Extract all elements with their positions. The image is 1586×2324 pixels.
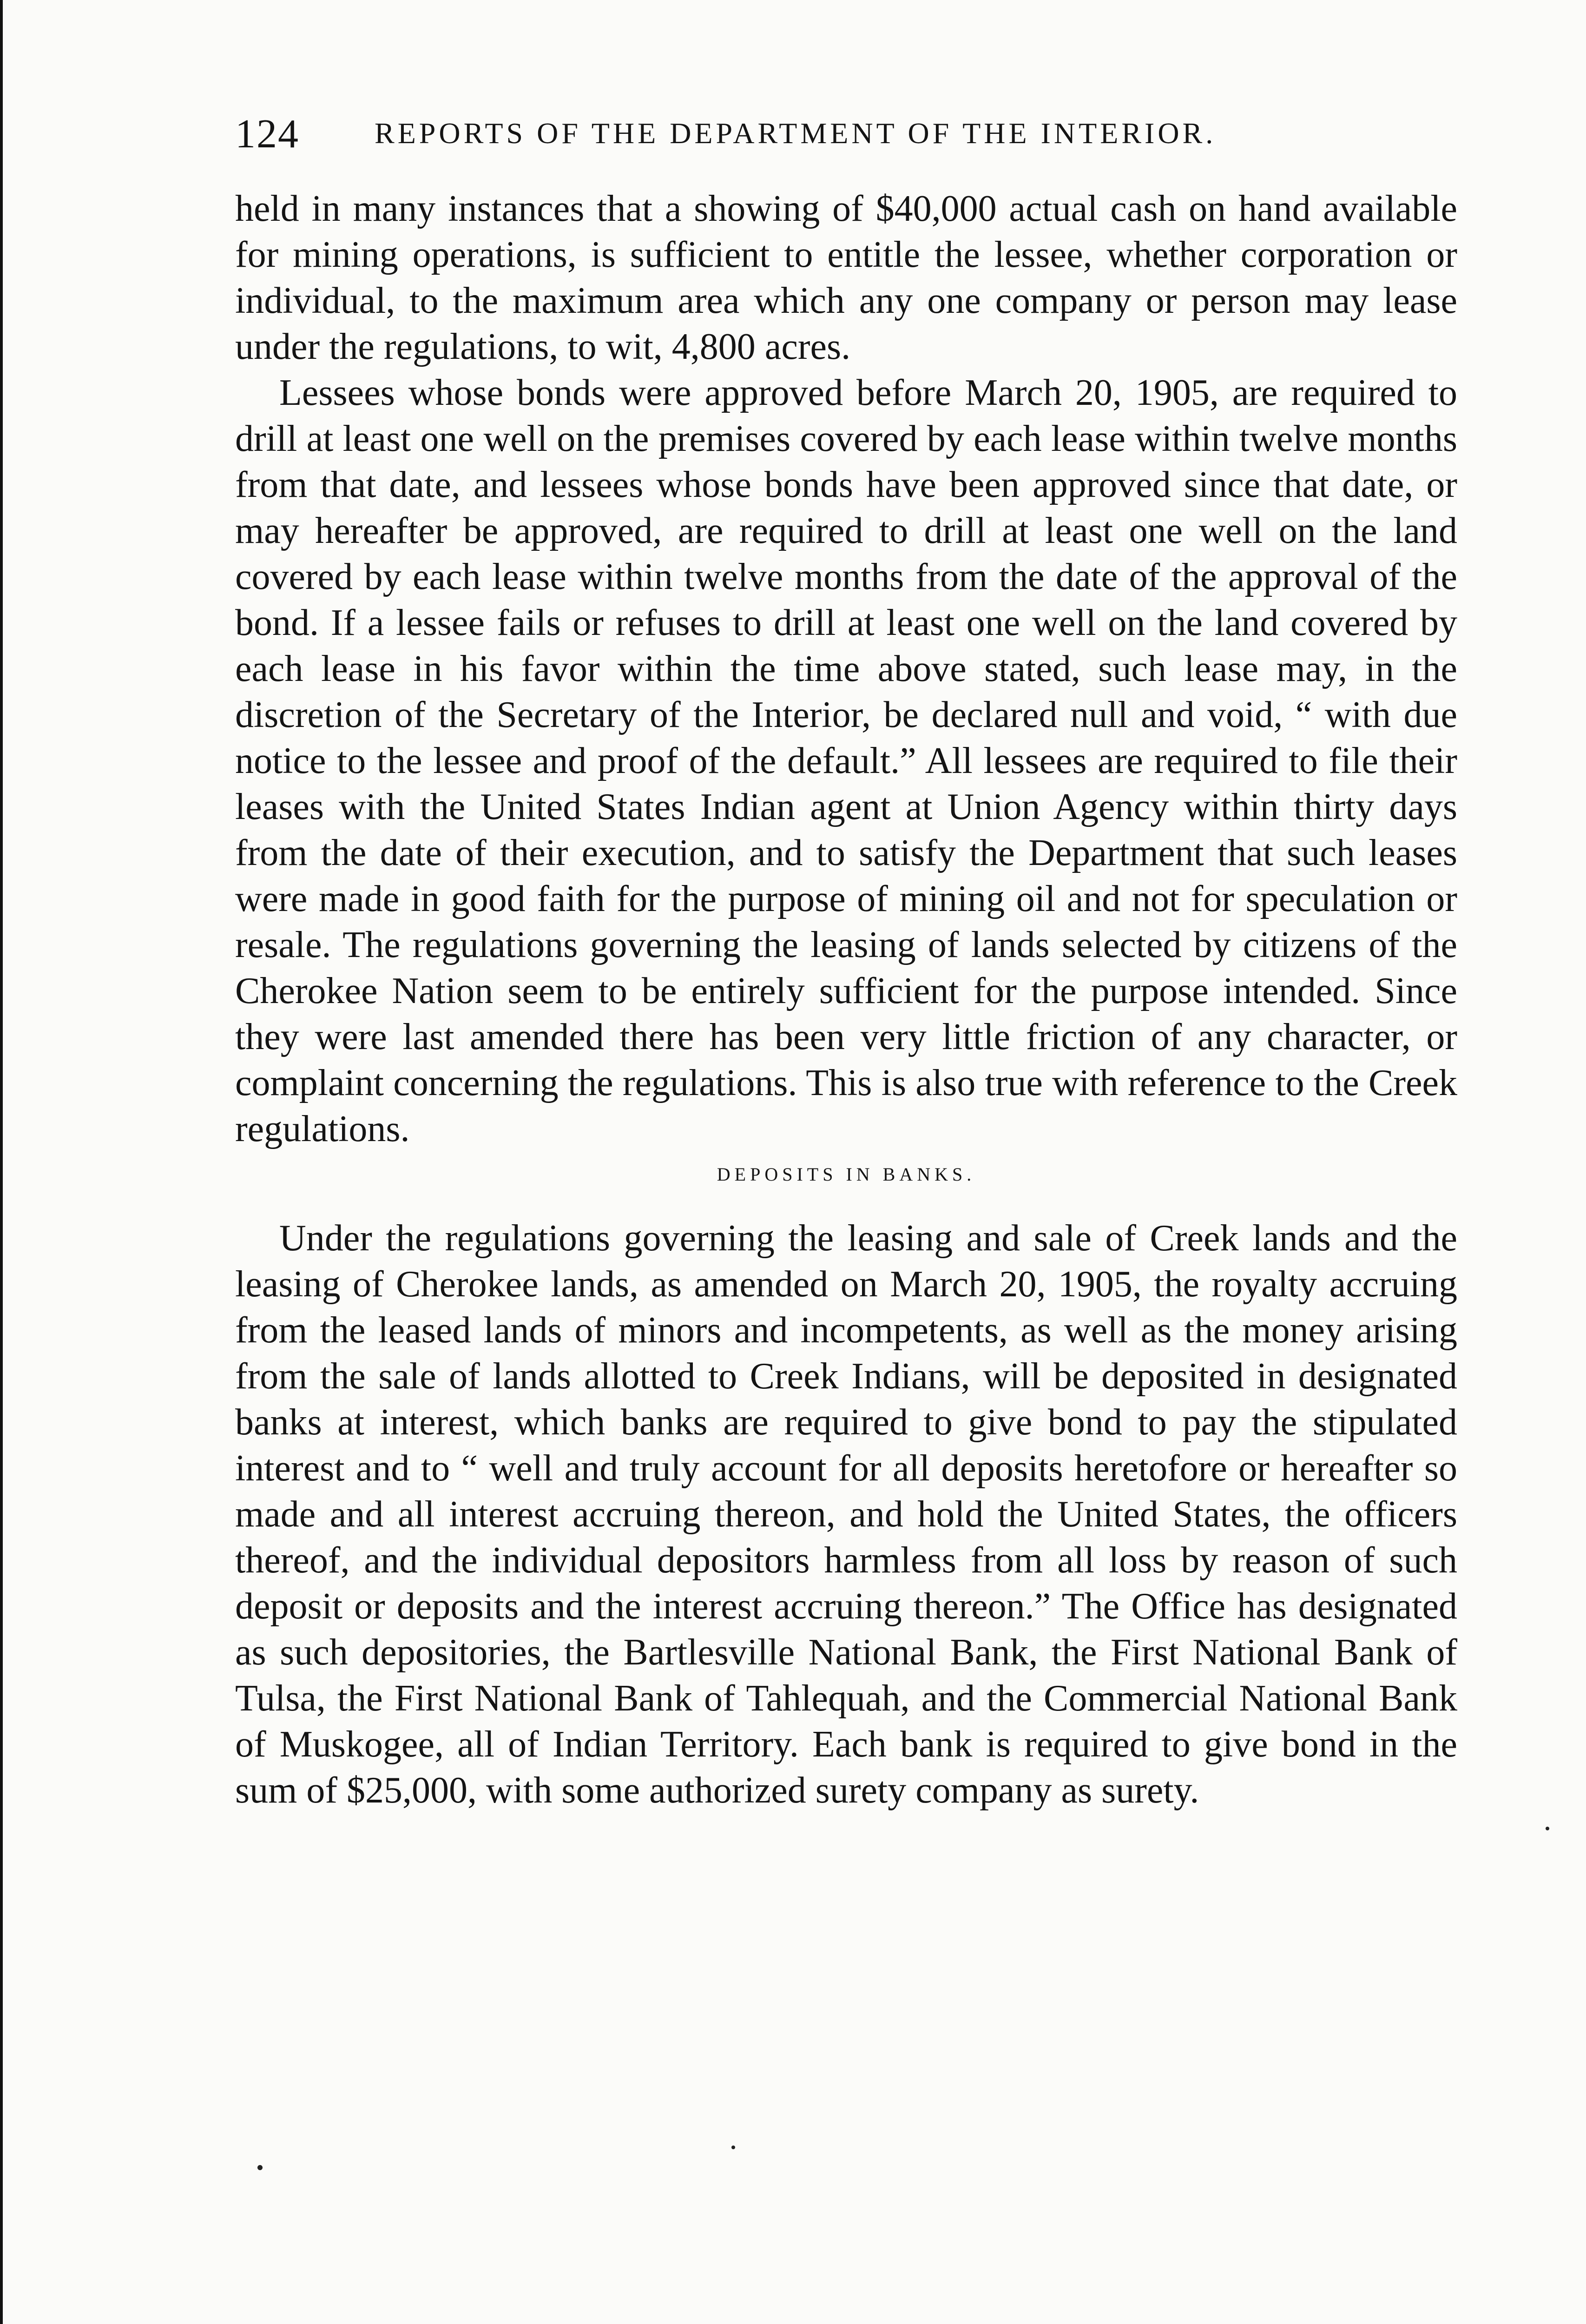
- section-heading: DEPOSITS IN BANKS.: [717, 1164, 976, 1185]
- ink-speck: [1546, 1827, 1549, 1830]
- running-head: [235, 111, 1471, 162]
- paragraph-deposits-in-banks: Under the regulations governing the leasing and sale of Creek lands and the leasing of Cherokee lands, as amended on March 20, 1905, the royalty accruing from the leased lands of minors and incompetents, as well as the money arising from the sale of lands allotted to Creek Indians, will be deposited in designated banks at interest, which banks are required to give bond to pay the stipulated interest and to “ well and truly account for all deposits heretofore or hereafter so made and all interest accruing thereon, and hold the United States, the officers thereof, and the individual depositors harmless from all loss by reason of such deposit or deposits and the interest accruing thereon.” The Office has designated as such depositories, the Bartlesville National Bank, the First National Bank of Tulsa, the First National Bank of Tahlequah, and the Commercial National Bank of Muskogee, all of Indian Territory. Each bank is required to give bond in the sum of $25,000, with some authorized surety company as surety.: [235, 1218, 1457, 1811]
- body-text: [235, 186, 1457, 1814]
- paragraph-lessee-bonds: Lessees whose bonds were approved before March 20, 1905, are required to drill at least one well on the premises covered by each lease within twelve months from that date, and lessees whose bonds have been approved since that date, or may hereafter be approved, are required to drill at least one well on the land covered by each lease within twelve months from the date of the approval of the bond. If a lessee fails or refuses to drill at least one well on the land covered by each lease in his favor within the time above stated, such lease may, in the discretion of the Secretary of the Interior, be declared null and void, “ with due notice to the lessee and proof of the default.” All lessees are required to file their leases with the United States Indian agent at Union Agency within thirty days from the date of their execution, and to satisfy the Department that such leases were made in good faith for the purpose of mining oil and not for speculation or resale. The regulations governing the leasing of lands selected by citizens of the Cherokee Nation seem to be entirely sufficient for the purpose intended. Since they were last amended there has been very little friction of any character, or complaint concerning the regulations. This is also true with reference to the Creek regulations.: [235, 372, 1457, 1149]
- paragraph-continued: held in many instances that a showing of $40,000 actual cash on hand available for mining operations, is sufficient to entitle the lessee, whether corporation or individual, to the maximum area which any one company or person may lease under the regulations, to wit, 4,800 acres.: [235, 188, 1457, 367]
- running-title: REPORTS OF THE DEPARTMENT OF THE INTERIOR.: [375, 117, 1217, 150]
- ink-speck: [257, 2165, 263, 2170]
- page-number: 124: [235, 112, 299, 157]
- ink-speck: [731, 2146, 735, 2149]
